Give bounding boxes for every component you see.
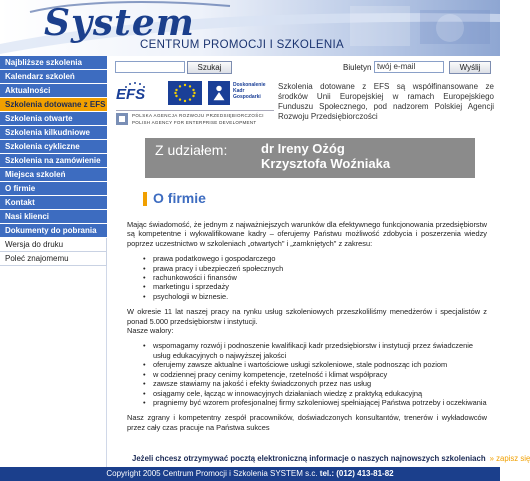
sidebar-item[interactable]: Wersja do druku bbox=[0, 238, 107, 252]
team-paragraph: Nasz zgrany i kompetentny zespół pracowników, doświadczonych konsultantów, trenerów i wykładowców przez cały czas pracuje na Państwa sukces bbox=[127, 413, 487, 432]
page-title-row bbox=[143, 190, 483, 210]
values-heading: Nasze walory: bbox=[127, 326, 174, 336]
newsletter-label: Biuletyn bbox=[343, 63, 372, 72]
eu-flag-icon bbox=[168, 81, 202, 105]
list-item: • pragniemy być wzorem profesjonalnej firmy szkoleniowej spełniającej Państwa potrzeby i oczekiwania bbox=[153, 398, 487, 407]
footer-phone: tel.: (012) 413-81-82 bbox=[319, 469, 394, 478]
intro-paragraph: Mając świadomość, że jednym z najważniejszych warunków dla efektywnego funkcjonowania przedsiębiorstw są kompetentne i wykwalifikowane kadry – oferujemy Państwu możliwość zdobycia i poszerzenia wiedzy poprzez uczestnictwo w szkoleniach „otwartych" i „zamkniętych" z zakresu: bbox=[127, 220, 487, 248]
sidebar-item[interactable]: Kontakt bbox=[0, 196, 107, 210]
site-logo[interactable]: System bbox=[44, 2, 195, 44]
subscribe-link[interactable]: » zapisz się bbox=[489, 454, 530, 463]
site-subtitle: CENTRUM PROMOCJI I SZKOLENIA bbox=[140, 39, 344, 51]
dkg-text-line-1: Doskonalenie bbox=[233, 82, 266, 88]
sidebar-item[interactable]: Poleć znajomemu bbox=[0, 252, 107, 266]
guest-name-2: Krzysztofa Woźniaka bbox=[261, 156, 391, 171]
values-list bbox=[153, 341, 487, 407]
list-item: • prawa pracy i ubezpieczeń społecznych bbox=[153, 264, 487, 273]
newsletter-notice-text: Jeżeli chcesz otrzymywać pocztą elektroniczną informacje o naszych najnowszych szkoleniach bbox=[132, 454, 486, 463]
efs-logo: EFS bbox=[116, 86, 146, 103]
parp-name-pl: POLSKA AGENCJA ROZWOJU PRZEDSIĘBIORCZOŚCI bbox=[132, 113, 264, 118]
sidebar-item[interactable]: O firmie bbox=[0, 182, 107, 196]
guest-name-1: dr Ireny Ożóg bbox=[261, 141, 345, 156]
list-item: • marketingu i sprzedaży bbox=[153, 282, 487, 291]
sidebar-item[interactable]: Szkolenia otwarte bbox=[0, 112, 107, 126]
sidebar-item[interactable]: Szkolenia cykliczne bbox=[0, 140, 107, 154]
dkg-text-line-3: Gospodarki bbox=[233, 94, 261, 100]
site-footer bbox=[0, 467, 500, 481]
newsletter-email-input[interactable]: twój e-mail bbox=[374, 61, 444, 73]
list-item: • wspomagamy rozwój i podnoszenie kwalifikacji kadr przedsiębiorstw i instytucji przez świadczenie usług edukacyjnych o najwyższej jakości bbox=[153, 341, 487, 360]
dkg-logo-text bbox=[233, 82, 266, 100]
sidebar-item[interactable]: Miejsca szkoleń bbox=[0, 168, 107, 182]
sidebar-item[interactable]: Nasi klienci bbox=[0, 210, 107, 224]
newsletter-notice bbox=[120, 453, 530, 465]
main-content bbox=[127, 220, 487, 452]
list-item: • rachunkowości i finansów bbox=[153, 273, 487, 282]
list-item: • osiągamy cele, łącząc w innowacyjnych działaniach wiedzę z praktyką edukacyjną bbox=[153, 389, 487, 398]
sidebar-item[interactable]: Dokumenty do pobrania bbox=[0, 224, 107, 238]
title-accent-bar bbox=[143, 192, 147, 206]
efs-logos bbox=[116, 81, 274, 131]
sidebar-item[interactable]: Aktualności bbox=[0, 84, 107, 98]
list-item: • zawsze stawiamy na jakość i efekty świadczonych przez nas usług bbox=[153, 379, 487, 388]
header-decoration-graphic bbox=[330, 0, 500, 56]
topics-list bbox=[153, 254, 487, 301]
list-item: • oferujemy zawsze aktualne i wartościowe usługi szkoleniowe, stale podnosząc ich poziom bbox=[153, 360, 487, 369]
guest-banner-names bbox=[261, 141, 390, 171]
sidebar-nav bbox=[0, 56, 107, 467]
sidebar-item[interactable]: Kalendarz szkoleń bbox=[0, 70, 107, 84]
list-item: • prawa podatkowego i gospodarczego bbox=[153, 254, 487, 263]
site-header bbox=[0, 0, 500, 56]
dkg-text-line-2: Kadr bbox=[233, 88, 245, 94]
footer-copyright: Copyright 2005 Centrum Promocji i Szkolenia SYSTEM s.c. bbox=[106, 469, 318, 478]
dkg-logo bbox=[208, 81, 268, 105]
sidebar-item[interactable]: Szkolenia na zamówienie bbox=[0, 154, 107, 168]
sidebar-item[interactable]: Najbliższe szkolenia bbox=[0, 56, 107, 70]
parp-name-en: POLISH AGENCY FOR ENTERPRISE DEVELOPMENT bbox=[132, 120, 257, 125]
top-toolbar bbox=[107, 56, 500, 76]
dkg-person-icon bbox=[208, 81, 230, 105]
list-item: • psychologii w biznesie. bbox=[153, 292, 487, 301]
sidebar-item[interactable]: Szkolenia kilkudniowe bbox=[0, 126, 107, 140]
newsletter-send-button[interactable]: Wyślij bbox=[449, 61, 491, 74]
parp-logo-icon bbox=[116, 113, 128, 125]
search-button[interactable]: Szukaj bbox=[187, 61, 232, 74]
efs-description: Szkolenia dotowane z EFS są współfinansowane ze środków Unii Europejskiej w ramach Europejskiego Funduszu Społecznego, pod nadzorem Polskiej Agencji Rozwoju Przedsiębiorczości bbox=[278, 82, 494, 121]
list-item: • w codziennej pracy cenimy kompetencje, rzetelność i klimat współpracy bbox=[153, 370, 487, 379]
page-title: O firmie bbox=[153, 190, 206, 206]
search-input[interactable] bbox=[115, 61, 185, 73]
guest-speakers-banner[interactable] bbox=[145, 138, 475, 178]
sidebar-item[interactable]: Szkolenia dotowane z EFS bbox=[0, 98, 107, 112]
history-paragraph: W okresie 11 lat naszej pracy na rynku usług szkoleniowych przeszkoliliśmy menedżerów i specjalistów z ponad 5.000 przedsiębiorstw i instytucji. bbox=[127, 307, 487, 326]
guest-banner-label: Z udziałem: bbox=[155, 142, 228, 158]
sidebar-filler bbox=[0, 266, 107, 467]
parp-logo bbox=[116, 110, 274, 128]
